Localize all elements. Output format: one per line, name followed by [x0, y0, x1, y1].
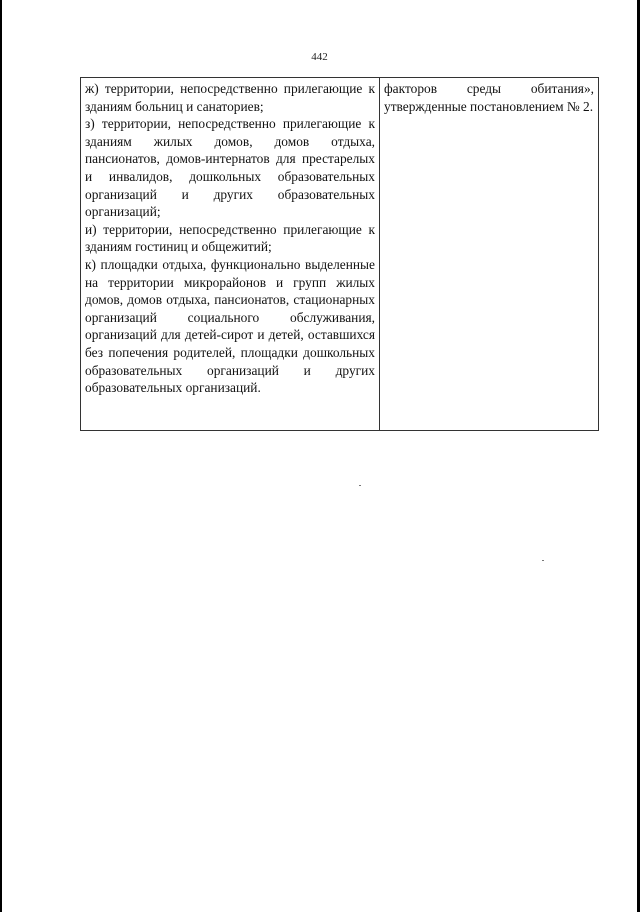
- list-item-i: и) территории, непосредственно прилегающие к зданиям гостиниц и общежитий;: [85, 221, 375, 255]
- list-item-zh: ж) территории, непосредственно прилегающие к зданиям больниц и санаториев;: [85, 81, 375, 114]
- right-cell: [380, 78, 599, 431]
- page-number: 442: [311, 51, 328, 63]
- left-cell: [81, 78, 380, 431]
- list-item-k: к) площадки отдыха, функционально выделенные на территории микрорайонов и групп жилых домов, домов отдыха, пансионатов, стационарных организаций социального обслуживания, организаций для детей-сирот и детей, оставшихся без попечения родителей, площадки дошкольных образовательных организаций и других образовательных организаций.: [85, 256, 375, 396]
- list-item-z: з) территории, непосредственно прилегающие к зданиям жилых домов, домов отдыха, пансионатов, домов-интернатов для престарелых и инвалидов, дошкольных образовательных организаций и других образовательных организаций;: [85, 116, 375, 220]
- scan-speck: [542, 560, 544, 561]
- scan-speck: [359, 485, 361, 486]
- table-row: [81, 78, 599, 431]
- right-cell-text: факторов среды обитания», утвержденные постановлением № 2.: [384, 81, 594, 114]
- content-table: [80, 77, 599, 431]
